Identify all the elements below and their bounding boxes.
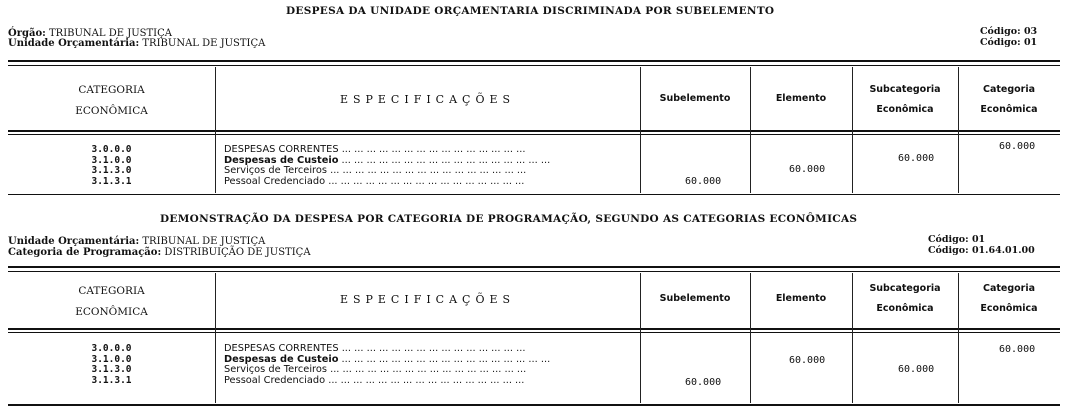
table1-header-rule xyxy=(8,130,1060,132)
table2-header-rule-2 xyxy=(8,332,1060,333)
code-row: 3.1.3.1 xyxy=(91,374,132,386)
table1-bottom-rule xyxy=(8,194,1060,195)
description-column xyxy=(224,145,634,187)
categoria-programacao-label: Categoria de Programação: xyxy=(8,247,162,258)
t2-subcategoria-value: 60.000 xyxy=(898,364,935,375)
codigo2-programacao: Código: 01.64.01.00 xyxy=(928,245,1035,256)
col-subcategoria-line1: Subcategoria xyxy=(869,84,941,95)
codigo-orgao: Código: 03 xyxy=(980,26,1038,37)
col-categoria-eco xyxy=(958,84,1060,115)
unidade2-value: TRIBUNAL DE JUSTIÇA xyxy=(142,236,266,247)
col2-categoria-eco xyxy=(958,283,1060,314)
col2-categoria-line2: ECONÔMICA xyxy=(75,306,148,318)
col2-subcategoria xyxy=(852,283,958,314)
desc-row: DESPESAS CORRENTES ... ... ... ... ... ... ... ... ... ... ... ... ... ... ... xyxy=(224,344,526,354)
table1-divider xyxy=(750,67,751,193)
categoria-programacao-value: DISTRIBUIÇÃO DE JUSTIÇA xyxy=(164,247,311,258)
desc-row: DESPESAS CORRENTES ... ... ... ... ... ... ... ... ... ... ... ... ... ... ... xyxy=(224,145,526,155)
codigo2-unidade: Código: 01 xyxy=(928,234,986,245)
t1-elemento-value: 60.000 xyxy=(789,164,826,175)
t2-elemento-value: 60.000 xyxy=(789,355,826,366)
section1-title: DESPESA DA UNIDADE ORÇAMENTARIA DISCRIMINADA POR SUBELEMENTO xyxy=(286,5,775,17)
t2-subelemento-value: 60.000 xyxy=(685,377,722,388)
unidade-label: Unidade Orçamentária: xyxy=(8,38,140,49)
col2-categoria2-line1: Categoria xyxy=(982,283,1036,294)
table2-top-rule xyxy=(8,266,1060,268)
t1-categoria-value: 60.000 xyxy=(999,141,1036,152)
col-categoria2-line2: Econômica xyxy=(980,104,1038,115)
col2-categoria2-line2: Econômica xyxy=(980,303,1038,314)
table1-divider xyxy=(215,67,216,193)
t1-subcategoria-value: 60.000 xyxy=(898,153,935,164)
table2-header-rule xyxy=(8,328,1060,330)
code-row: 3.1.3.1 xyxy=(91,175,132,187)
t2-categoria-value: 60.000 xyxy=(999,344,1036,355)
desc-row: Pessoal Credenciado ... ... ... ... ... ... ... ... ... ... ... ... ... ... ... ... xyxy=(224,374,525,386)
col-especificacoes: ESPECIFICAÇÕES xyxy=(339,93,516,106)
col2-categoria-line1: CATEGORIA xyxy=(78,285,145,297)
table1-top-rule-2 xyxy=(8,65,1060,66)
orgao-value: TRIBUNAL DE JUSTIÇA xyxy=(49,28,172,39)
code-row: 3.0.0.0 xyxy=(91,144,132,155)
unidade2-line xyxy=(8,236,265,247)
col-subcategoria xyxy=(852,84,958,115)
section2-title: DEMONSTRAÇÃO DA DESPESA POR CATEGORIA DE PROGRAMAÇÃO, SEGUNDO AS CATEGORIAS ECONÔMICAS xyxy=(160,213,858,225)
col-subelemento: Subelemento xyxy=(659,93,731,104)
col-subcategoria-line2: Econômica xyxy=(876,104,934,115)
col-elemento: Elemento xyxy=(775,93,827,104)
table1-divider xyxy=(640,67,641,193)
col2-subelemento: Subelemento xyxy=(659,293,731,304)
col-categoria xyxy=(8,84,215,117)
code-column xyxy=(8,145,215,187)
col-categoria-line2: ECONÔMICA xyxy=(75,105,148,117)
col2-especificacoes: ESPECIFICAÇÕES xyxy=(339,293,516,306)
col2-categoria xyxy=(8,285,215,318)
orgao-label: Órgão: xyxy=(8,28,46,39)
desc-row: Pessoal Credenciado ... ... ... ... ... ... ... ... ... ... ... ... ... ... ... ... xyxy=(224,175,525,187)
desc-row: Serviços de Terceiros ... ... ... ... ... ... ... ... ... ... ... ... ... ... ... ... xyxy=(224,364,527,375)
description-column-2 xyxy=(224,344,634,386)
unidade-line xyxy=(8,38,265,49)
table2-bottom-rule xyxy=(8,404,1060,406)
categoria-programacao-line xyxy=(8,247,311,258)
code-row: 3.1.3.0 xyxy=(91,165,132,176)
desc-row: Despesas de Custeio ... ... ... ... ... ... ... ... ... ... ... ... ... ... ... ... ... xyxy=(224,154,551,166)
col2-elemento: Elemento xyxy=(775,293,827,304)
table1-top-rule xyxy=(8,60,1060,62)
unidade2-label: Unidade Orçamentária: xyxy=(8,236,140,247)
col2-subcategoria-line1: Subcategoria xyxy=(869,283,941,294)
col2-subcategoria-line2: Econômica xyxy=(876,303,934,314)
table1-header-rule-2 xyxy=(8,134,1060,135)
code-column-2 xyxy=(8,344,215,386)
code-row: 3.1.0.0 xyxy=(91,154,132,166)
code-row: 3.0.0.0 xyxy=(91,343,132,354)
desc-row: Despesas de Custeio ... ... ... ... ... ... ... ... ... ... ... ... ... ... ... ... ... xyxy=(224,353,551,365)
codigo-unidade: Código: 01 xyxy=(980,37,1038,48)
table2-top-rule-2 xyxy=(8,271,1060,272)
code-row: 3.1.3.0 xyxy=(91,364,132,375)
col-categoria2-line1: Categoria xyxy=(982,84,1036,95)
t1-subelemento-value: 60.000 xyxy=(685,176,722,187)
unidade-value: TRIBUNAL DE JUSTIÇA xyxy=(142,38,266,49)
code-row: 3.1.0.0 xyxy=(91,353,132,365)
col-categoria-line1: CATEGORIA xyxy=(78,84,145,96)
desc-row: Serviços de Terceiros ... ... ... ... ... ... ... ... ... ... ... ... ... ... ... ... xyxy=(224,165,527,176)
